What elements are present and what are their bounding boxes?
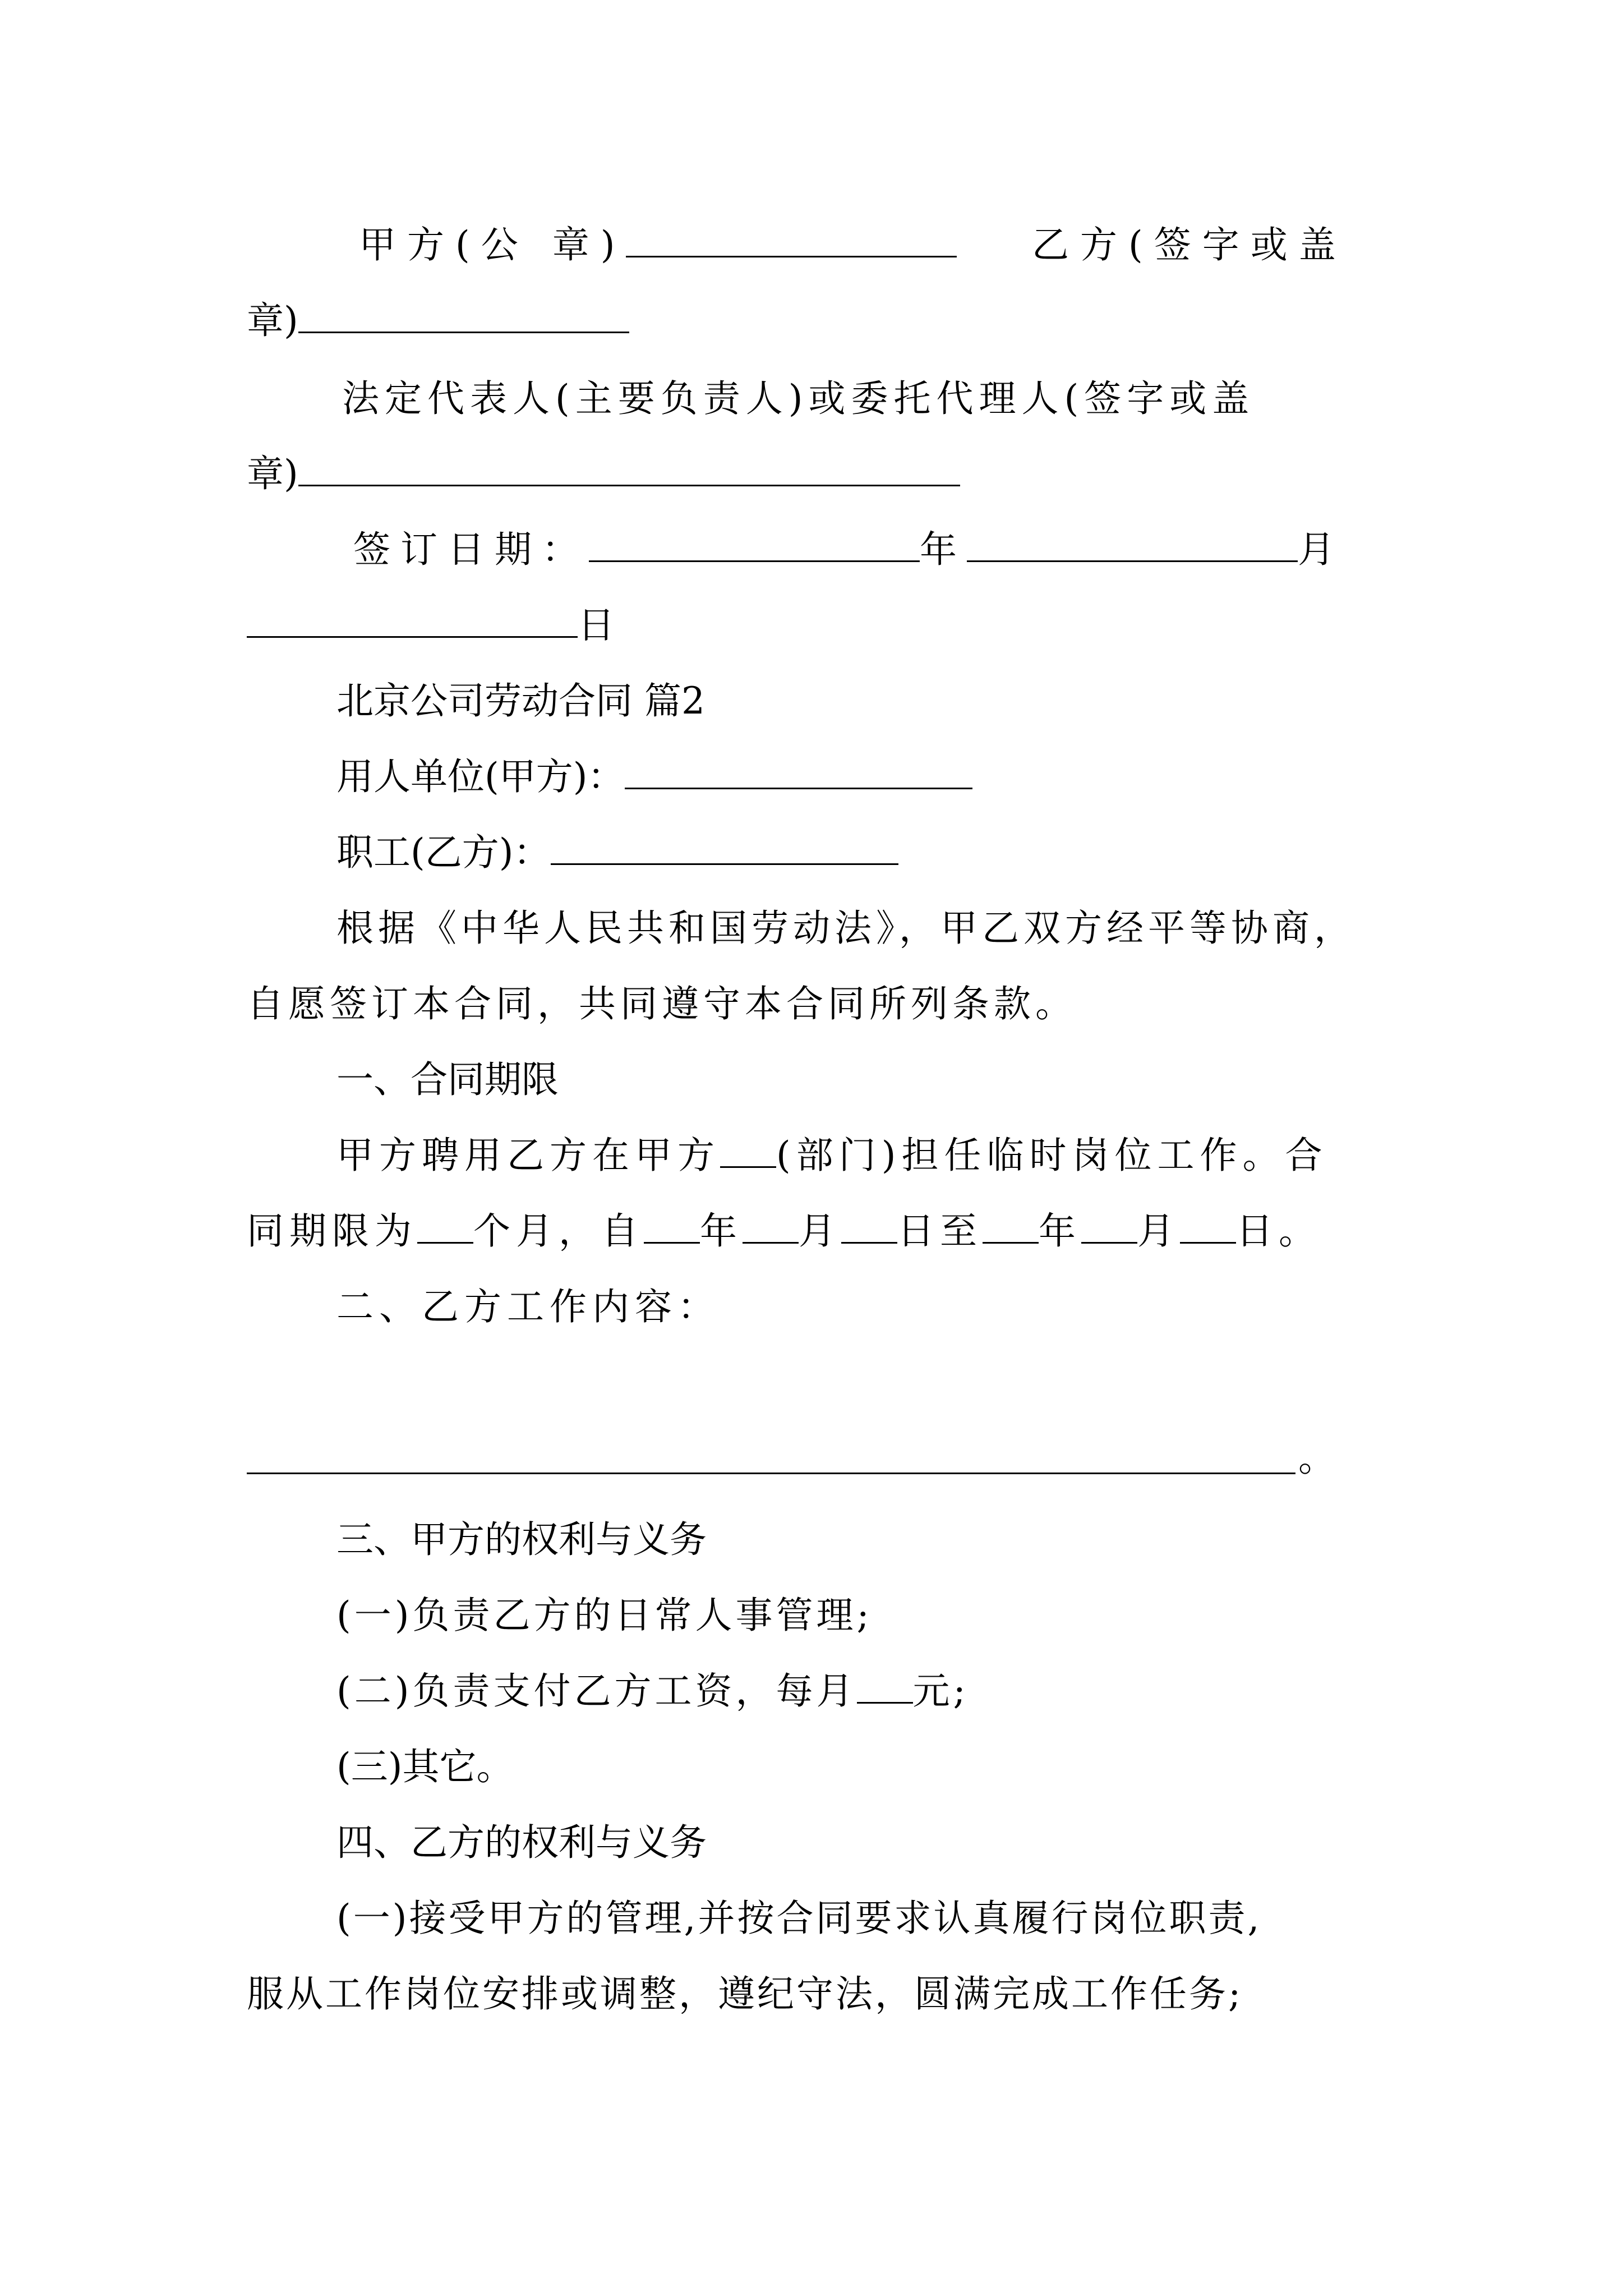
section-3-item-2	[336, 1666, 969, 1717]
section-3-item-1: (一)负责乙方的日常人事管理;	[336, 1594, 873, 1637]
party-b-sign-label-cont: 章)	[247, 299, 298, 342]
department-blank	[720, 1130, 776, 1168]
end-day-blank	[1180, 1206, 1236, 1244]
party-b-sign-label-line	[1032, 220, 1347, 270]
term-text-b: 个月，自	[473, 1209, 644, 1253]
section-4-item-1-line-2: 服从工作岗位安排或调整，遵纪守法，圆满完成工作任务;	[247, 1972, 1243, 2016]
employee-line	[336, 827, 898, 878]
section-4-heading: 四、乙方的权利与义务	[336, 1821, 707, 1864]
representative-sign-line	[247, 449, 960, 499]
term-text-a: 同期限为	[247, 1209, 417, 1253]
start-month-blank	[743, 1206, 799, 1244]
work-content-blank	[247, 1473, 1295, 1474]
work-content-end: 。	[1298, 1437, 1335, 1480]
representative-line	[342, 374, 1255, 424]
end-year-blank	[983, 1206, 1039, 1244]
representative-sign-blank	[298, 449, 960, 486]
party-a-seal-line	[359, 220, 957, 270]
sign-date-label: 签订日期：	[353, 528, 589, 571]
representative-label-cont: 章)	[247, 452, 298, 495]
sign-day-label: 日	[578, 604, 615, 647]
employee-blank	[551, 827, 898, 865]
section-1-line-2	[247, 1206, 1321, 1257]
sign-month-label: 月	[1298, 528, 1345, 571]
party-b-sign-blank	[298, 296, 629, 333]
contract-title: 北京公司劳动合同 篇2	[336, 679, 705, 723]
end-month-blank	[1081, 1206, 1137, 1244]
sign-day-line	[247, 600, 615, 651]
term-text-d: 月	[799, 1209, 841, 1253]
section-1-heading: 一、合同期限	[336, 1058, 559, 1101]
sign-year-label: 年	[920, 528, 967, 571]
term-text-c: 年	[700, 1209, 743, 1253]
party-a-seal-blank	[626, 220, 957, 257]
term-text-g: 月	[1137, 1209, 1180, 1253]
section-1-line-1	[336, 1130, 1328, 1181]
term-text-e: 日至	[897, 1209, 983, 1253]
intro-line-2: 自愿签订本合同，共同遵守本合同所列条款。	[247, 982, 1077, 1025]
representative-label: 法定代表人(主要负责人)或委托代理人(签字或盖	[342, 377, 1255, 420]
section-1-text-b: (部门)担任临时岗位工作。合	[776, 1134, 1328, 1177]
term-text-f: 年	[1039, 1209, 1081, 1253]
employer-label: 用人单位(甲方)：	[336, 755, 625, 798]
section-1-text-a: 甲方聘用乙方在甲方	[336, 1134, 720, 1177]
sign-date-line	[353, 524, 1345, 575]
sign-month-blank	[967, 524, 1298, 562]
party-b-sign-label: 乙方(签字或盖	[1032, 223, 1347, 266]
party-a-seal-label: 甲方(公 章)	[359, 223, 626, 266]
start-day-blank	[841, 1206, 897, 1244]
intro-line-1: 根据《中华人民共和国劳动法》，甲乙双方经平等协商，	[336, 907, 1355, 950]
sign-year-blank	[589, 524, 920, 562]
section-2-heading: 二、乙方工作内容：	[336, 1285, 720, 1328]
party-b-sign-line	[247, 296, 629, 346]
start-year-blank	[644, 1206, 700, 1244]
salary-text-b: 元;	[912, 1669, 969, 1713]
sign-day-blank	[247, 600, 578, 638]
employer-blank	[625, 752, 972, 789]
section-4-item-1-line-1: (一)接受甲方的管理,并按合同要求认真履行岗位职责,	[336, 1897, 1262, 1940]
employer-line	[336, 752, 972, 802]
salary-text-a: (二)负责支付乙方工资，每月	[336, 1669, 857, 1713]
section-3-heading: 三、甲方的权利与义务	[336, 1518, 707, 1561]
employee-label: 职工(乙方)：	[336, 831, 551, 874]
term-text-h: 日。	[1236, 1209, 1321, 1253]
section-3-item-3: (三)其它。	[336, 1745, 514, 1788]
salary-blank	[857, 1666, 913, 1704]
term-months-blank	[417, 1206, 473, 1244]
